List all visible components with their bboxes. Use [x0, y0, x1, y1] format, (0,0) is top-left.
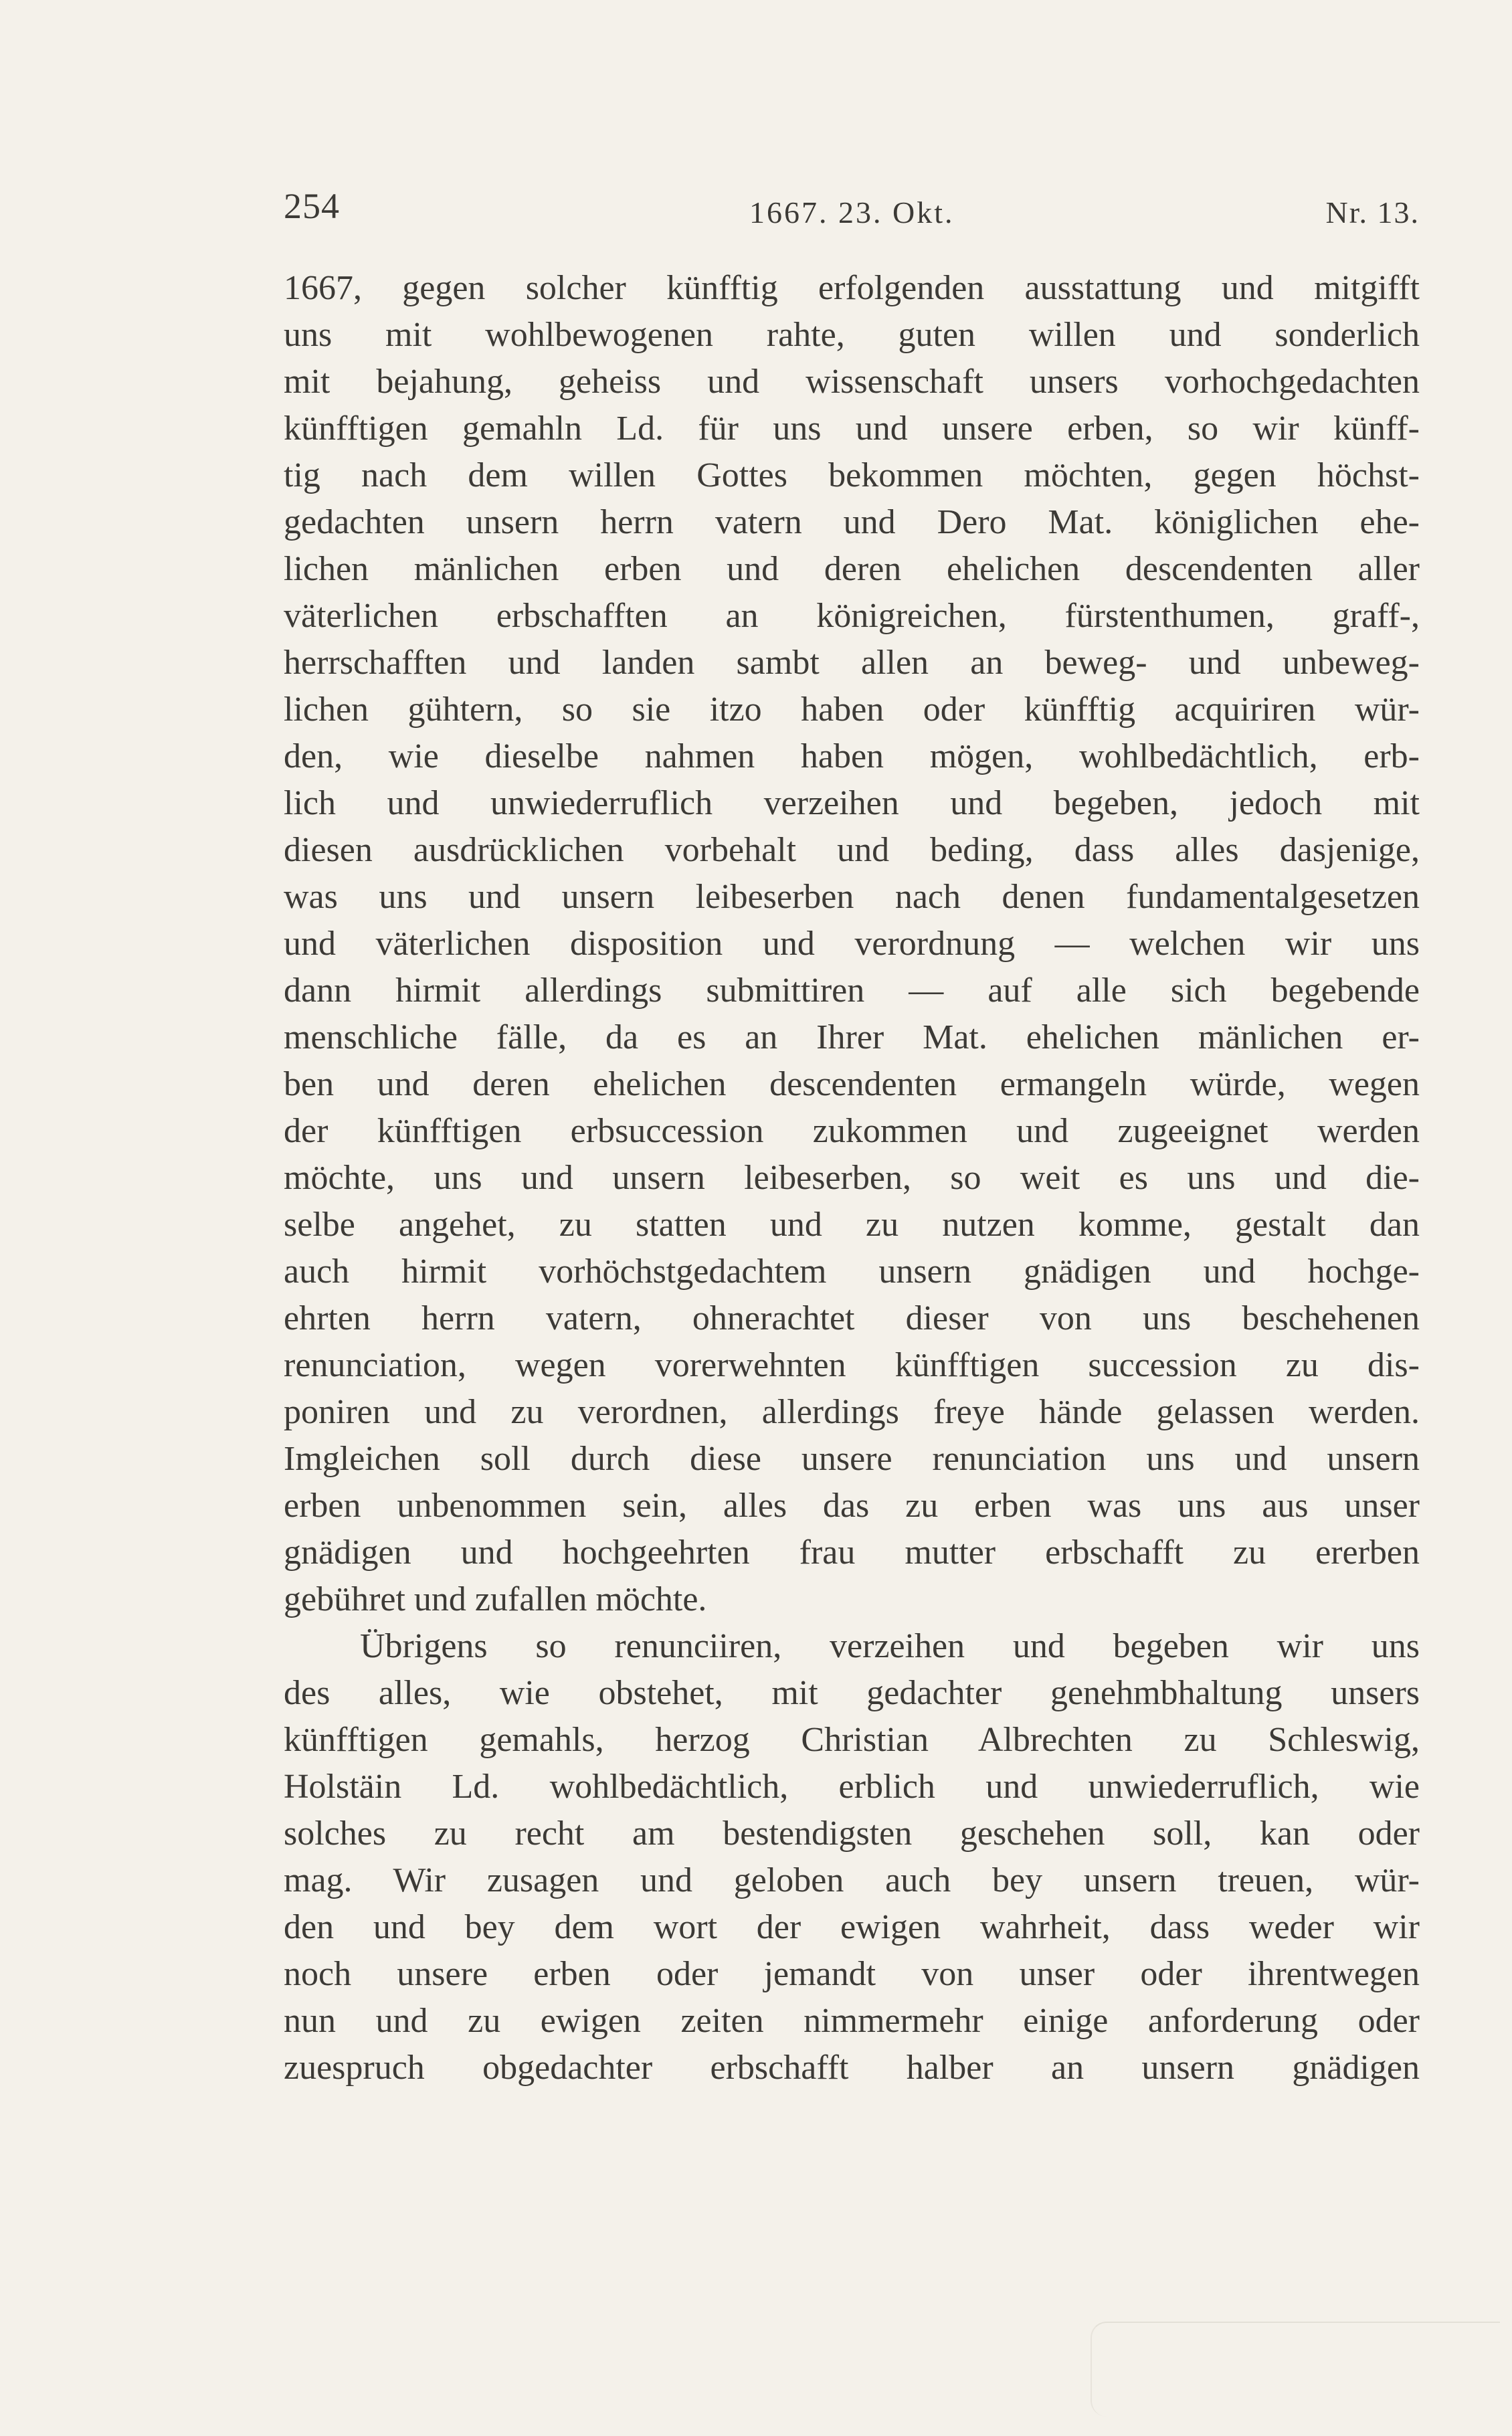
- text-line: und väterlichen disposition und verordnung — welchen wir uns: [284, 925, 1420, 963]
- header-document-number: Nr. 13.: [1325, 195, 1420, 229]
- text-line: ben und deren ehelichen descendenten ermangeln würde, wegen: [284, 1065, 1420, 1103]
- text-line: erben unbenommen sein, alles das zu erben was uns aus unser: [284, 1487, 1420, 1525]
- text-line: Holstäin Ld. wohlbedächtlich, erblich und unwiederruflich, wie: [284, 1768, 1420, 1806]
- text-line: den, wie dieselbe nahmen haben mögen, wohlbedächtlich, erb-: [284, 737, 1420, 775]
- text-line: renunciation, wegen vorerwehnten künfftigen succession zu dis-: [284, 1346, 1420, 1384]
- text-line: väterlichen erbschafften an königreichen, fürstenthumen, graff-,: [284, 597, 1420, 635]
- text-line: dann hirmit allerdings submittiren — auf alle sich begebende: [284, 971, 1420, 1010]
- body-text: [284, 265, 1420, 2091]
- text-line: auch hirmit vorhöchstgedachtem unsern gnädigen und hochge-: [284, 1252, 1420, 1291]
- text-line: tig nach dem willen Gottes bekommen möchten, gegen höchst-: [284, 456, 1420, 494]
- text-line: gnädigen und hochgeehrten frau mutter erbschafft zu ererben: [284, 1533, 1420, 1572]
- page-header: [284, 179, 1420, 233]
- text-line: der künfftigen erbsuccession zukommen und zugeeignet werden: [284, 1112, 1420, 1150]
- text-line: solches zu recht am bestendigsten geschehen soll, kan oder: [284, 1814, 1420, 1853]
- text-line: herrschafften und landen sambt allen an beweg- und unbeweg-: [284, 644, 1420, 682]
- text-line: lichen gühtern, so sie itzo haben oder künfftig acquiriren wür-: [284, 690, 1420, 729]
- text-line: poniren und zu verordnen, allerdings freye hände gelassen werden.: [284, 1393, 1420, 1431]
- text-line: künfftigen gemahln Ld. für uns und unsere erben, so wir künff-: [284, 409, 1420, 448]
- page-number: 254: [284, 186, 340, 226]
- text-line: des alles, wie obstehet, mit gedachter genehmbhaltung unsers: [284, 1674, 1420, 1712]
- text-line: Imgleichen soll durch diese unsere renunciation uns und unsern: [284, 1440, 1420, 1478]
- paragraph-start-line: Übrigens so renunciiren, verzeihen und begeben wir uns: [360, 1627, 1420, 1665]
- text-line: ehrten herrn vatern, ohnerachtet dieser von uns beschehenen: [284, 1299, 1420, 1337]
- text-line: menschliche fälle, da es an Ihrer Mat. ehelichen mänlichen er-: [284, 1018, 1420, 1056]
- text-line: noch unsere erben oder jemandt von unser oder ihrentwegen: [284, 1955, 1420, 1993]
- text-line: selbe angehet, zu statten und zu nutzen komme, gestalt dan: [284, 1206, 1420, 1244]
- text-line: 1667, gegen solcher künfftig erfolgenden ausstattung und mitgifft: [284, 269, 1420, 307]
- page-corner-mark: [1091, 2322, 1500, 2417]
- text-line: nun und zu ewigen zeiten nimmermehr einige anforderung oder: [284, 2002, 1420, 2040]
- text-line: uns mit wohlbewogenen rahte, guten willen und sonderlich: [284, 316, 1420, 354]
- text-line: gedachten unsern herrn vatern und Dero Mat. königlichen ehe-: [284, 503, 1420, 541]
- text-line: möchte, uns und unsern leibeserben, so weit es uns und die-: [284, 1159, 1420, 1197]
- text-line: mag. Wir zusagen und geloben auch bey unsern treuen, wür-: [284, 1861, 1420, 1899]
- text-line: künfftigen gemahls, herzog Christian Albrechten zu Schleswig,: [284, 1721, 1420, 1759]
- text-line: was uns und unsern leibeserben nach denen fundamentalgesetzen: [284, 878, 1420, 916]
- text-line: mit bejahung, geheiss und wissenschaft unsers vorhochgedachten: [284, 363, 1420, 401]
- text-line: lich und unwiederruflich verzeihen und begeben, jedoch mit: [284, 784, 1420, 822]
- text-line: diesen ausdrücklichen vorbehalt und beding, dass alles dasjenige,: [284, 831, 1420, 869]
- header-date: 1667. 23. Okt.: [749, 195, 955, 229]
- text-line: lichen mänlichen erben und deren ehelichen descendenten aller: [284, 550, 1420, 588]
- text-line: zuespruch obgedachter erbschafft halber an unsern gnädigen: [284, 2049, 1420, 2087]
- text-line: den und bey dem wort der ewigen wahrheit, dass weder wir: [284, 1908, 1420, 1946]
- paragraph-end-line: gebühret und zufallen möchte.: [284, 1580, 707, 1618]
